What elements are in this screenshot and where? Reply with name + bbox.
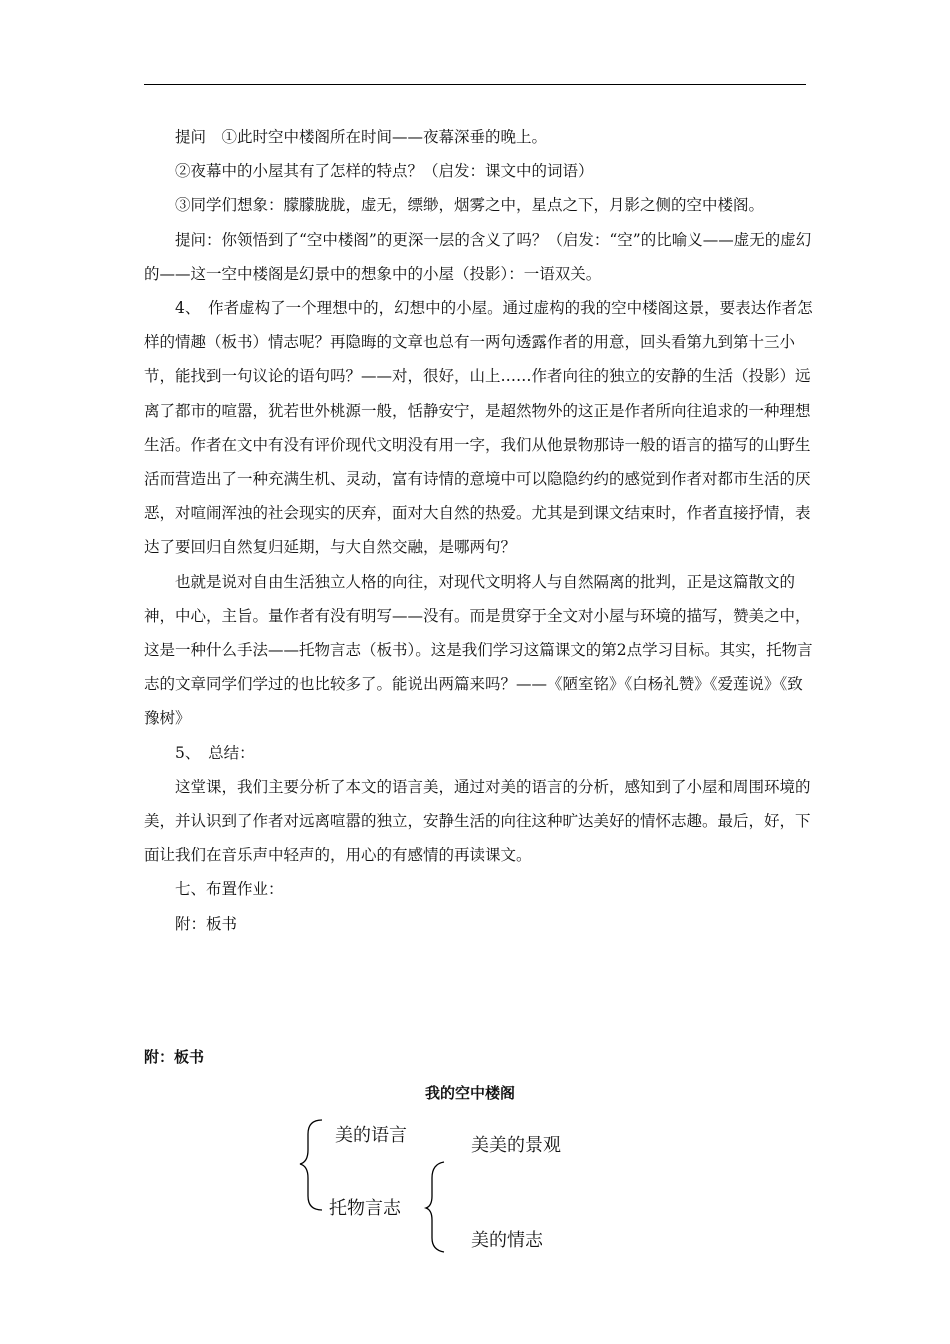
paragraph-section-4: 4、 作者虚构了一个理想中的，幻想中的小屋。通过虚构的我的空中楼阁这景，要表达作者怎样的情趣（板书）情志呢？再隐晦的文章也总有一两句透露作者的用意，回头看第九到第十三小节，能找到一句议论的语句吗？——对，很好，山上……作者向往的独立的安静的生活（投影）远离了都市的喧嚣，犹若世外桃源一般，恬静安宁，是超然物外的这正是作者所向往追求的一种理想生活。作者在文中有没有评价现代文明没有用一字，我们从他景物那诗一般的语言的描写的山野生活而营造出了一种充满生机、灵动，富有诗情的意境中可以隐隐约约的感觉到作者对都市生活的厌恶，对喧闹浑浊的社会现实的厌弃，面对大自然的热爱。尤其是到课文结束时，作者直接抒情，表达了要回归自然复归延期，与大自然交融，是哪两句？	[144, 299, 813, 557]
paragraph-question-2: ②夜幕中的小屋其有了怎样的特点？（启发：课文中的词语）	[175, 162, 594, 181]
paragraph-question-1: 提问 ①此时空中楼阁所在时间——夜幕深垂的晚上。	[175, 128, 548, 146]
paragraph-section-5: 5、 总结：	[175, 743, 255, 762]
appendix-heading: 附：板书	[144, 1048, 205, 1066]
left-brace	[300, 1120, 322, 1210]
paragraph-appendix-note: 附：板书	[175, 914, 238, 933]
paragraph-homework: 七、布置作业：	[175, 880, 284, 899]
paragraph-question-4: 提问：你领悟到了“空中楼阁”的更深一层的含义了吗？（启发：“空”的比喻义——虚无的虚幻的——这一空中楼阁是幻景中的想象中的小屋（投影）：一语双关。	[144, 230, 812, 283]
paragraph-summary: 这堂课，我们主要分析了本文的语言美，通过对美的语言的分析，感知到了小屋和周围环境的美，并认识到了作者对远离喧嚣的独立，安静生活的向往这种旷达美好的情怀志趣。最后，好，下面让我们在音乐声中轻声的，用心的有感情的再读课文。	[144, 777, 811, 865]
paragraph-theme: 也就是说对自由生活独立人格的向往，对现代文明将人与自然隔离的批判，正是这篇散文的神，中心，主旨。量作者有没有明写——没有。而是贯穿于全文对小屋与环境的描写，赞美之中，这是一种什么手法——托物言志（板书）。这是我们学习这篇课文的第2点学习目标。其实，托物言志的文章同学们学过的也比较多了。能说出两篇来吗？——《陋室铭》《白杨礼赞》《爱莲说》《致豫树》	[144, 572, 813, 728]
paragraph-question-3: ③同学们想象：朦朦胧胧，虚无，缥缈，烟雾之中，星点之下，月影之侧的空中楼阁。	[175, 196, 765, 215]
board-right-bottom: 美的情志	[471, 1230, 543, 1251]
board-left-bottom: 托物言志	[329, 1198, 401, 1219]
board-right-top: 美美的景观	[471, 1135, 561, 1156]
board-title: 我的空中楼阁	[425, 1084, 516, 1102]
right-brace	[426, 1162, 444, 1252]
board-left-top: 美的语言	[335, 1125, 407, 1146]
